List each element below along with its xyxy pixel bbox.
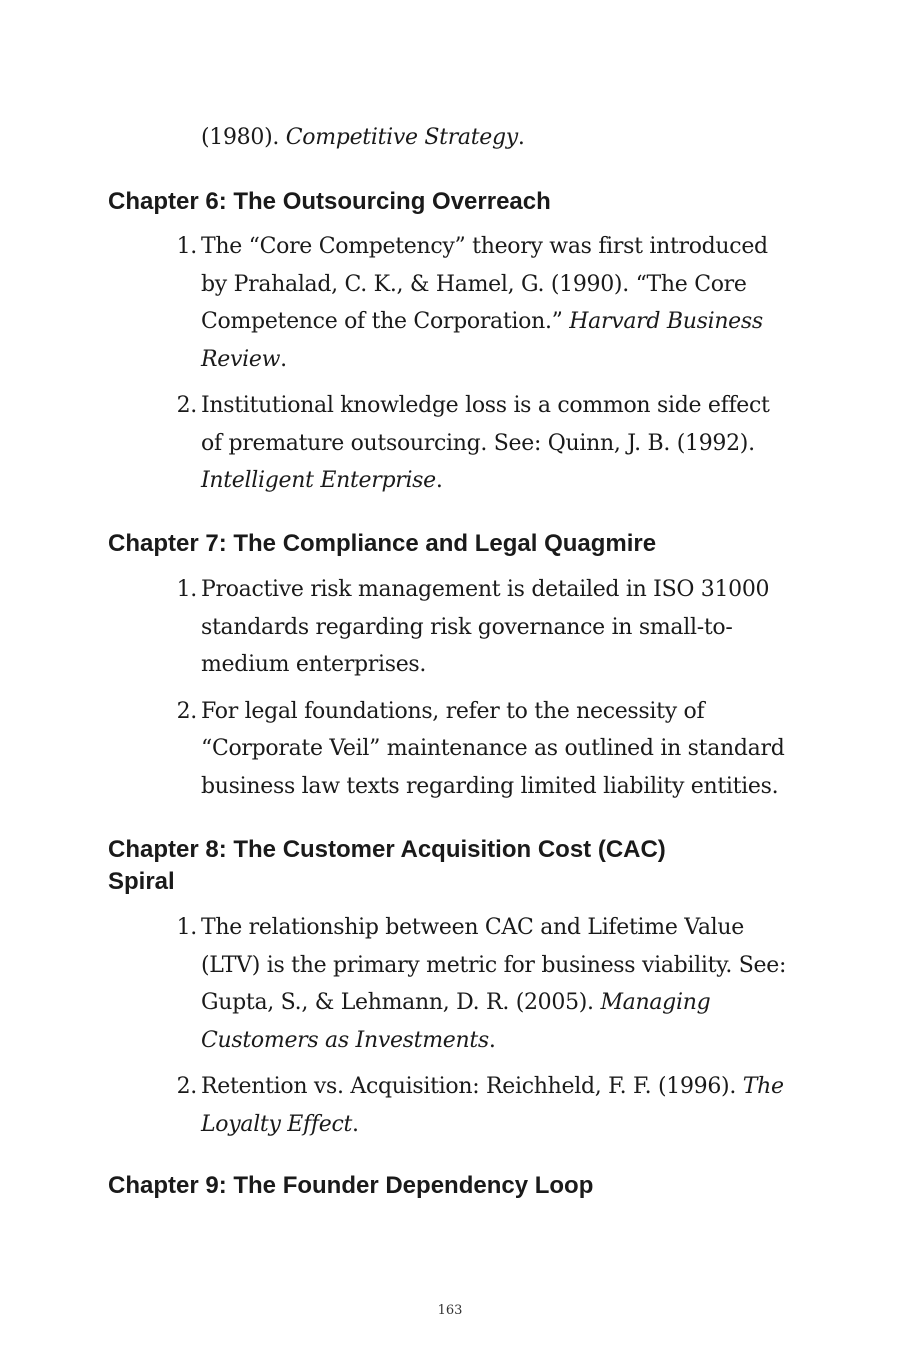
chapter-7-notes xyxy=(176,571,791,814)
note-body: Retention vs. Acquisition: Reichheld, F. F. (1996). xyxy=(201,1074,743,1099)
continued-reference xyxy=(201,119,801,157)
note-text xyxy=(201,387,791,500)
note-body: The “Core Competency” theory was first introduced by Prahalad, C. K., & Hamel, G. (1990). “The Core Competence of the Corporation.” xyxy=(201,234,768,334)
note-text xyxy=(201,571,791,684)
note-number: 1. xyxy=(176,577,197,602)
note-number: 2. xyxy=(176,698,197,724)
chapter-8-notes xyxy=(176,909,791,1152)
note-number: 1. xyxy=(176,234,197,259)
reference-suffix: . xyxy=(517,125,525,150)
note-title: Managing Customers as Investments xyxy=(201,990,711,1053)
note-body: Institutional knowledge loss is a common side effect of premature outsourcing. See: Quinn, J. B. (1992). xyxy=(201,393,770,456)
note-suffix: . xyxy=(488,1027,496,1053)
note-text xyxy=(201,1068,791,1143)
note-title: Intelligent Enterprise xyxy=(201,468,436,493)
page-number: 163 xyxy=(437,1303,463,1318)
endnote xyxy=(176,228,791,378)
reference-title: Competitive Strategy xyxy=(285,125,518,150)
note-number: 1. xyxy=(176,915,197,940)
chapter-7-heading: Chapter 7: The Compliance and Legal Quagmire xyxy=(108,530,657,557)
note-text xyxy=(201,693,791,806)
note-number: 2. xyxy=(176,393,197,418)
chapter-6-notes xyxy=(176,228,791,509)
endnote xyxy=(176,571,791,684)
note-body: For legal foundations, refer to the necessity of “Corporate Veil” maintenance as outlined in standard business law texts regarding limited liability entities. xyxy=(201,698,785,799)
note-title: The Loyalty Effect xyxy=(201,1074,784,1137)
note-text xyxy=(201,228,791,378)
endnote xyxy=(176,387,791,500)
note-body: The relationship between CAC and Lifetime Value (LTV) is the primary metric for business viability. See: Gupta, S., & Lehmann, D. R. (2005). xyxy=(201,915,787,1015)
note-number: 2. xyxy=(176,1074,197,1099)
chapter-6-heading: Chapter 6: The Outsourcing Overreach xyxy=(108,188,551,215)
note-suffix: . xyxy=(280,346,287,372)
endnote xyxy=(176,693,791,806)
note-suffix: . xyxy=(352,1111,359,1137)
chapter-9-heading: Chapter 9: The Founder Dependency Loop xyxy=(108,1172,594,1199)
reference-text: (1980). xyxy=(201,125,286,150)
note-suffix: . xyxy=(435,468,443,493)
endnote xyxy=(176,1068,791,1143)
note-title: Harvard Business Review xyxy=(201,309,763,372)
note-text xyxy=(201,909,791,1059)
endnote xyxy=(176,909,791,1059)
chapter-8-heading: Chapter 8: The Customer Acquisition Cost (CAC) Spiral xyxy=(108,836,666,895)
note-body: Proactive risk management is detailed in ISO 31000 standards regarding risk governance in small-to-medium enterprises. xyxy=(201,577,770,677)
